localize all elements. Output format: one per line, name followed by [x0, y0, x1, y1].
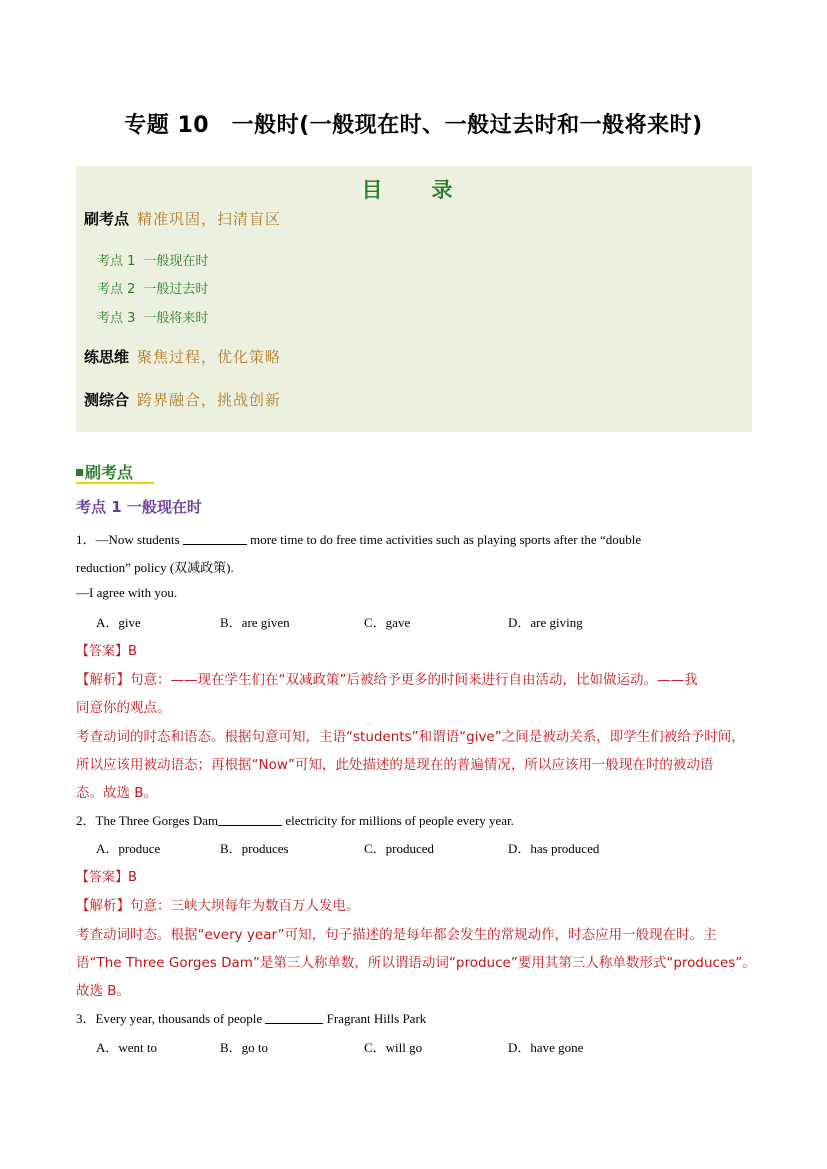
analysis-line: 故选 B。 [76, 983, 131, 999]
analysis-line: 考查动词时态。根据“every year”可知，句子描述的是每年都会发生的常规动作，时态应用一般现在时。主 [76, 927, 717, 943]
answer-blank [265, 1011, 323, 1024]
question-stem-part: more time to do free time activities such as playing sports after the “double [250, 532, 642, 547]
page-title: 专题 10 一般时(一般现在时、一般过去时和一般将来时) [124, 113, 703, 138]
toc-row-desc: 跨界融合，挑战创新 [137, 391, 282, 409]
toc-sub-label: 一般现在时 [143, 254, 209, 269]
option-c: C．gave [364, 615, 411, 630]
answer-line: 【答案】B [76, 870, 137, 885]
table-of-contents [76, 166, 752, 432]
question-stem [76, 810, 514, 829]
toc-sub-num: 考点 1 [97, 254, 136, 269]
toc-row [84, 346, 281, 367]
question-stem-part: 1．—Now students [76, 532, 180, 547]
toc-sub-num: 考点 3 [97, 311, 136, 326]
answer-blank [183, 532, 247, 545]
analysis-line: 同意你的观点。 [76, 700, 171, 716]
analysis-line: 态。故选 B。 [76, 785, 158, 801]
option-d: D．have gone [508, 1040, 584, 1055]
option-d: D．are giving [508, 615, 583, 630]
option-a: A．give [96, 615, 141, 630]
toc-sub-label: 一般将来时 [143, 311, 209, 326]
option-a: A．went to [96, 1040, 158, 1055]
toc-row [84, 208, 281, 229]
toc-row-desc: 聚焦过程，优化策略 [137, 348, 282, 366]
toc-row [84, 389, 281, 410]
analysis-line: 【解析】句意：三峡大坝每年为数百万人发电。 [76, 898, 360, 914]
question-stem [76, 529, 641, 548]
analysis-line: 所以应该用被动语态；再根据“Now”可知，此处描述的是现在的普遍情况，所以应该用一般现在时的被动语 [76, 757, 714, 773]
toc-sub-num: 考点 2 [97, 282, 136, 297]
question-stem-part: electricity for millions of people every year. [285, 813, 514, 828]
option-a: A．produce [96, 841, 161, 856]
square-bullet-icon [76, 469, 83, 476]
toc-sub-item [97, 307, 208, 326]
option-c: C．will go [364, 1040, 423, 1055]
answer-line: 【答案】B [76, 644, 137, 659]
analysis-line: 【解析】句意：——现在学生们在“双减政策”后被给予更多的时间来进行自由活动，比如做运动。——我 [76, 672, 698, 688]
toc-sub-item [97, 250, 208, 269]
toc-row-head: 刷考点 [84, 210, 130, 228]
question-stem-part: 3．Every year, thousands of people [76, 1011, 263, 1026]
question-stem [76, 1008, 426, 1027]
toc-row-head: 测综合 [84, 391, 130, 409]
analysis-line: 语“The Three Gorges Dam”是第三人称单数，所以谓语动词“produce”要用其第三人称单数形式“produces”。 [76, 955, 756, 971]
toc-heading: 目 录 [361, 178, 467, 202]
toc-sub-item [97, 278, 208, 297]
question-stem-part: Fragrant Hills Park [326, 1011, 427, 1026]
section-heading [76, 460, 133, 483]
option-b: B．produces [220, 841, 289, 856]
toc-sub-label: 一般过去时 [143, 282, 209, 297]
answer-blank [218, 813, 282, 826]
toc-row-desc: 精准巩固，扫清盲区 [137, 210, 282, 228]
question-stem: —I agree with you. [76, 585, 178, 600]
option-b: B．go to [220, 1040, 269, 1055]
analysis-line: 考查动词的时态和语态。根据句意可知，主语“students”和谓语“give”之间是被动关系，即学生们被给予时间， [76, 729, 745, 745]
option-d: D．has produced [508, 841, 600, 856]
section-underline [76, 482, 154, 484]
option-b: B．are given [220, 615, 290, 630]
knowledge-point-heading: 考点 1 一般现在时 [76, 498, 202, 516]
option-c: C．produced [364, 841, 435, 856]
toc-row-head: 练思维 [84, 348, 130, 366]
section-heading-text: 刷考点 [85, 463, 134, 482]
question-stem-part: 2．The Three Gorges Dam [76, 813, 219, 828]
question-stem: reduction” policy (双减政策). [76, 560, 234, 575]
